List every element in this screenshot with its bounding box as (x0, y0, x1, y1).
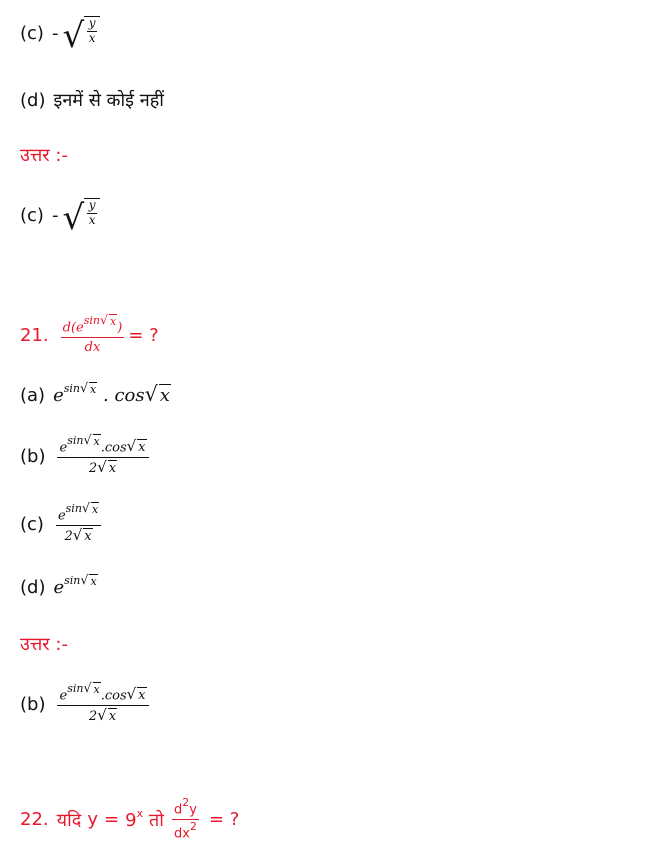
minus-sign: - (51, 23, 59, 45)
lhs: y (87, 809, 98, 831)
option-a (20, 380, 171, 406)
question-22 (20, 798, 239, 842)
word-if: यदि (56, 809, 82, 831)
answer-heading-text: उत्तर :- (20, 634, 68, 655)
question-number: 21. (20, 325, 49, 347)
derivative-fraction: $d(e^{sin √ x}$ ) dx (62, 312, 123, 356)
sqrt-fraction: √ y x (62, 198, 100, 234)
answer-heading-text: उत्तर :- (20, 145, 68, 166)
denominator: x (88, 212, 96, 227)
option-text: इनमें से कोई नहीं (53, 90, 164, 111)
question-number: 22. (20, 809, 49, 831)
option-b (20, 432, 153, 477)
option-label: (d) (20, 576, 46, 598)
denominator: x (88, 30, 96, 45)
option-d (20, 572, 98, 598)
option-label: (a) (20, 384, 46, 406)
answer-heading-1 (20, 143, 68, 167)
answer-2 (20, 680, 153, 725)
option-c-top (20, 16, 100, 56)
numerator: y (88, 16, 96, 30)
expression: $e^{sin √ x}$ (53, 572, 97, 598)
option-fraction: $e^{sin √ x}$ 2 √ x (56, 504, 101, 544)
option-label: (b) (20, 693, 46, 715)
denominator: dx (84, 340, 101, 356)
sqrt-fraction: √ y x (62, 16, 100, 52)
option-label: (b) (20, 445, 46, 467)
option-d-top (20, 88, 164, 112)
expression: $e^{sin √ x}$ . cos √ x (53, 380, 170, 406)
question-21 (20, 312, 159, 356)
option-label: (c) (20, 513, 44, 535)
second-derivative: $\frac{d^2y}{dx^2}$ (173, 796, 197, 842)
answer-1 (20, 198, 100, 238)
option-label: (d) (20, 89, 46, 111)
option-label: (c) (20, 205, 44, 227)
question-tail: = ? (208, 809, 240, 831)
rhs: 9$^x$ (125, 806, 144, 831)
minus-sign: - (51, 205, 59, 227)
word-then: तो (149, 809, 164, 831)
option-fraction: $e^{sin √ x}$ .cos √ x 2 √ x (57, 436, 148, 476)
numerator: y (88, 198, 96, 212)
question-tail: = ? (128, 325, 159, 347)
equals: = (103, 809, 120, 831)
option-fraction: $e^{sin √ x}$ .cos √ x 2 √ x (57, 684, 148, 724)
answer-heading-2 (20, 632, 68, 656)
option-label: (c) (20, 23, 44, 45)
option-c (20, 500, 105, 545)
